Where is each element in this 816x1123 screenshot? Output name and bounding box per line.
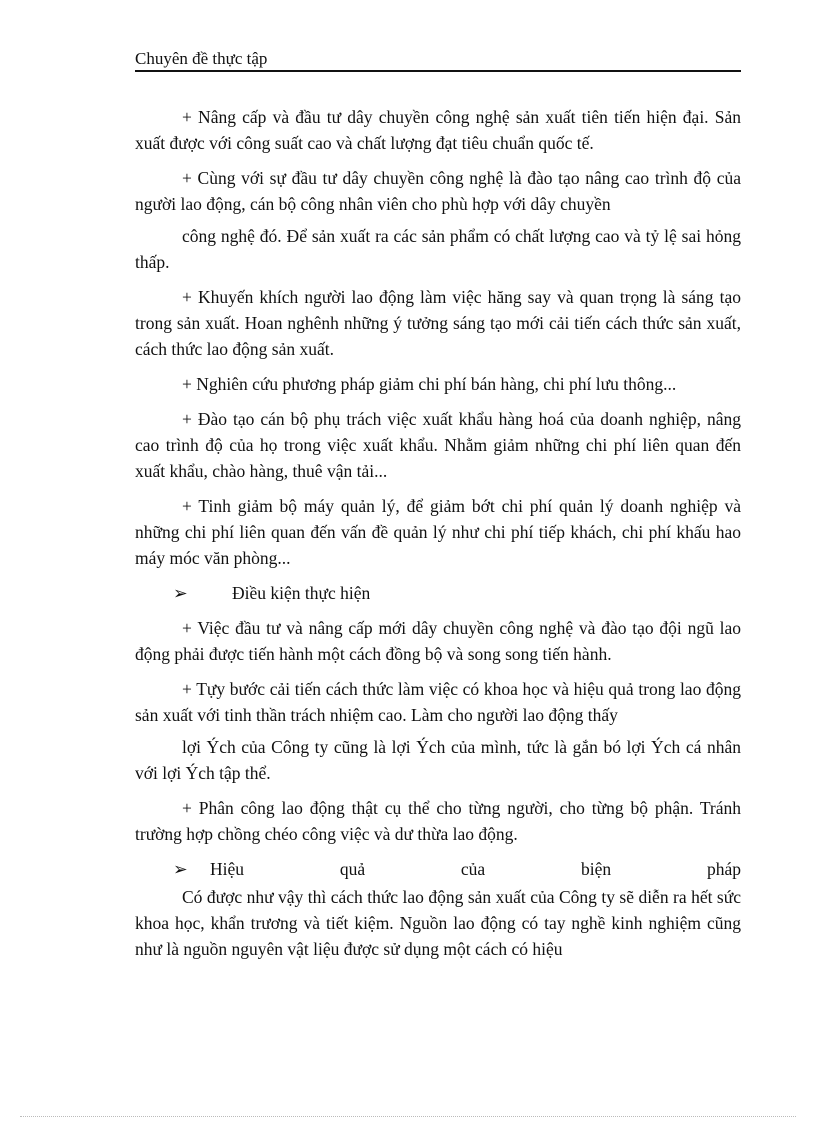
paragraph-6: + Tinh giảm bộ máy quản lý, để giảm bớt chi phí quản lý doanh nghiệp và những chi phí liên quan đến vấn đề quản lý như chi phí tiếp khách, chi phí khấu hao máy móc văn phòng...: [135, 496, 741, 568]
section-heading-effectiveness: [135, 856, 741, 882]
document-body: [135, 104, 741, 962]
heading-word: của: [460, 859, 486, 879]
paragraph-2b: công nghệ đó. Để sản xuất ra các sản phẩm có chất lượng cao và tỷ lệ sai hỏng thấp.: [135, 226, 741, 272]
heading-effectiveness-text: [135, 856, 741, 882]
paragraph-4: + Nghiên cứu phương pháp giảm chi phí bán hàng, chi phí lưu thông...: [182, 374, 677, 394]
paragraph-2a: + Cùng với sự đầu tư dây chuyền công nghệ là đào tạo nâng cao trình độ của người lao động, cán bộ công nhân viên cho phù hợp với dây chuyền: [135, 168, 741, 214]
section-heading-conditions: [135, 580, 741, 606]
paragraph-5: + Đào tạo cán bộ phụ trách việc xuất khẩu hàng hoá của doanh nghiệp, nâng cao trình độ của họ trong việc xuất khẩu. Nhằm giảm những chi phí liên quan đến xuất khẩu, chào hàng, thuê vận tải...: [135, 409, 741, 481]
paragraph-3: + Khuyến khích người lao động làm việc hăng say và quan trọng là sáng tạo trong sản xuất. Hoan nghênh những ý tưởng sáng tạo mới cải tiến cách thức sản xuất, cách thức lao động sản xuất.: [135, 287, 741, 359]
paragraph-9: + Phân công lao động thật cụ thể cho từng người, cho từng bộ phận. Tránh trường hợp chồng chéo công việc và dư thừa lao động.: [135, 798, 741, 844]
page-bottom-dotted-border: [20, 1116, 796, 1117]
heading-word: Hiệu: [210, 859, 245, 879]
header-title: Chuyên đề thực tập: [135, 49, 268, 68]
page-header: [135, 48, 741, 72]
paragraph-10: Có được như vậy thì cách thức lao động sản xuất của Công ty sẽ diễn ra hết sức khoa học, khẩn trương và tiết kiệm. Nguồn lao động có tay nghề kinh nghiệm cũng như là nguồn nguyên vật liệu được sử dụng một cách có hiệu: [135, 887, 741, 959]
heading-word: biện: [581, 859, 612, 879]
heading-word: pháp: [706, 859, 741, 879]
paragraph-7: + Việc đầu tư và nâng cấp mới dây chuyền công nghệ và đào tạo đội ngũ lao động phải được tiến hành một cách đồng bộ và song song tiến hành.: [135, 618, 741, 664]
paragraph-8b: lợi Ých của Công ty cũng là lợi Ých của mình, tức là gắn bó lợi Ých cá nhân với lợi Ých tập thể.: [135, 737, 741, 783]
arrowhead-bullet-icon: ➢: [173, 859, 188, 879]
heading-word: quả: [339, 859, 366, 879]
paragraph-8a: + Tựy bước cải tiến cách thức làm việc có khoa học và hiệu quả trong lao động sản xuất với tinh thần trách nhiệm cao. Làm cho người lao động thấy: [135, 679, 741, 725]
paragraph-1: + Nâng cấp và đầu tư dây chuyền công nghệ sản xuất tiên tiến hiện đại. Sản xuất được với công suất cao và chất lượng đạt tiêu chuẩn quốc tế.: [135, 107, 741, 153]
heading-conditions-text: Điều kiện thực hiện: [232, 583, 371, 603]
arrowhead-bullet-icon: ➢: [173, 583, 188, 603]
